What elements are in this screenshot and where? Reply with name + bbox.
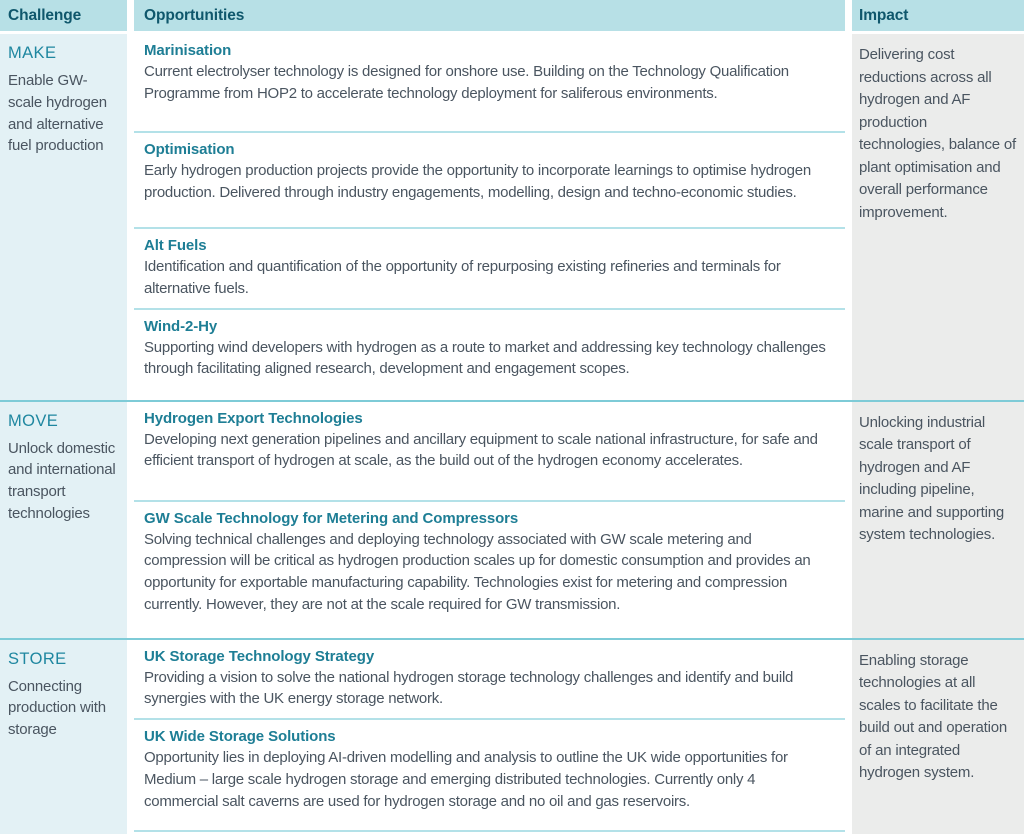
row-group-move (0, 400, 1024, 638)
column-gap (127, 0, 134, 31)
column-header-opportunities: Opportunities (134, 0, 845, 31)
column-gap (845, 402, 852, 638)
opportunity-description: Solving technical challenges and deploying technology associated with GW scale metering and compression will be critical as hydrogen production scales up for domestic consumption and provides an opportunity for exportable manufacturing capability. Technologies exist for metering and compression currently. However, they are not at the scale required for GW transmission. (144, 530, 811, 613)
cropped-next-cell (134, 830, 845, 834)
column-gap (127, 402, 134, 638)
opportunity-title: GW Scale Technology for Metering and Compressors (144, 509, 519, 527)
opportunities-stack (134, 402, 845, 638)
table-header-row (0, 0, 1024, 31)
opportunities-stack (134, 34, 845, 400)
opportunity-cell (134, 718, 845, 830)
opportunity-title: Alt Fuels (144, 237, 207, 254)
opportunity-cell (134, 131, 845, 227)
challenge-description: Enable GW-scale hydrogen and alternative fuel production (8, 72, 107, 155)
opportunity-title: Wind-2-Hy (144, 317, 218, 335)
column-gap (127, 34, 134, 400)
challenge-title: MAKE (8, 44, 57, 62)
opportunities-stack (134, 640, 845, 834)
opportunity-description: Opportunity lies in deploying AI-driven modelling and analysis to outline the UK wide opportunities for Medium – large scale hydrogen storage and emerging distributed technologies. Currently only 4 commercial salt caverns are used for hydrogen storage and no oil and gas reservoirs. (144, 749, 788, 810)
impact-cell: Unlocking industrial scale transport of hydrogen and AF including pipeline, marine and supporting system technologies. (852, 402, 1024, 638)
challenge-cell (0, 402, 127, 638)
opportunity-cell (134, 500, 845, 638)
challenge-description: Connecting production with storage (8, 677, 106, 738)
challenge-title: STORE (8, 649, 67, 668)
column-header-challenge: Challenge (0, 0, 127, 31)
column-gap (845, 0, 852, 31)
impact-cell: Enabling storage technologies at all scales to facilitate the build out and operation of an integrated hydrogen system. (852, 640, 1024, 834)
opportunity-cell (134, 308, 845, 400)
column-gap (845, 34, 852, 400)
opportunity-cell (134, 227, 845, 308)
opportunity-description: Supporting wind developers with hydrogen as a route to market and addressing key technology challenges through facilitating aligned research, development and engagement scopes. (144, 338, 826, 378)
challenge-title: MOVE (8, 411, 59, 430)
opportunity-title: Optimisation (144, 141, 235, 158)
opportunity-description: Identification and quantification of the opportunity of repurposing existing refineries and terminals for alternative fuels. (144, 258, 781, 297)
impact-cell: Delivering cost reductions across all hydrogen and AF production technologies, balance of plant optimisation and overall performance improvement. (852, 34, 1024, 400)
opportunity-cell (134, 640, 845, 719)
opportunity-description: Current electrolyser technology is designed for onshore use. Building on the Technology Qualification Programme from HOP2 to accelerate technology deployment for saliferous environments. (144, 63, 789, 102)
column-gap (845, 640, 852, 834)
column-header-impact: Impact (852, 0, 1024, 31)
opportunity-cell (134, 34, 845, 131)
opportunity-title: UK Storage Technology Strategy (144, 647, 375, 665)
opportunity-cell (134, 402, 845, 500)
opportunity-description: Providing a vision to solve the national hydrogen storage technology challenges and identify and build synergies with the UK energy storage network. (144, 668, 794, 708)
opportunity-description: Developing next generation pipelines and ancillary equipment to scale national infrastructure, for safe and efficient transport of hydrogen at scale, as the build out of the hydrogen economy accelerates. (144, 430, 818, 470)
column-gap (127, 640, 134, 834)
row-group-make (0, 34, 1024, 400)
opportunity-title: Hydrogen Export Technologies (144, 409, 363, 427)
opportunity-title: UK Wide Storage Solutions (144, 728, 336, 745)
opportunity-description: Early hydrogen production projects provide the opportunity to incorporate learnings to optimise hydrogen production. Delivered through industry engagements, modelling, design and techno-economic studies. (144, 162, 811, 201)
opportunity-title: Marinisation (144, 42, 232, 59)
challenge-cell (0, 34, 127, 400)
challenge-cell (0, 640, 127, 834)
row-group-store (0, 638, 1024, 834)
challenge-description: Unlock domestic and international transport technologies (8, 439, 116, 522)
